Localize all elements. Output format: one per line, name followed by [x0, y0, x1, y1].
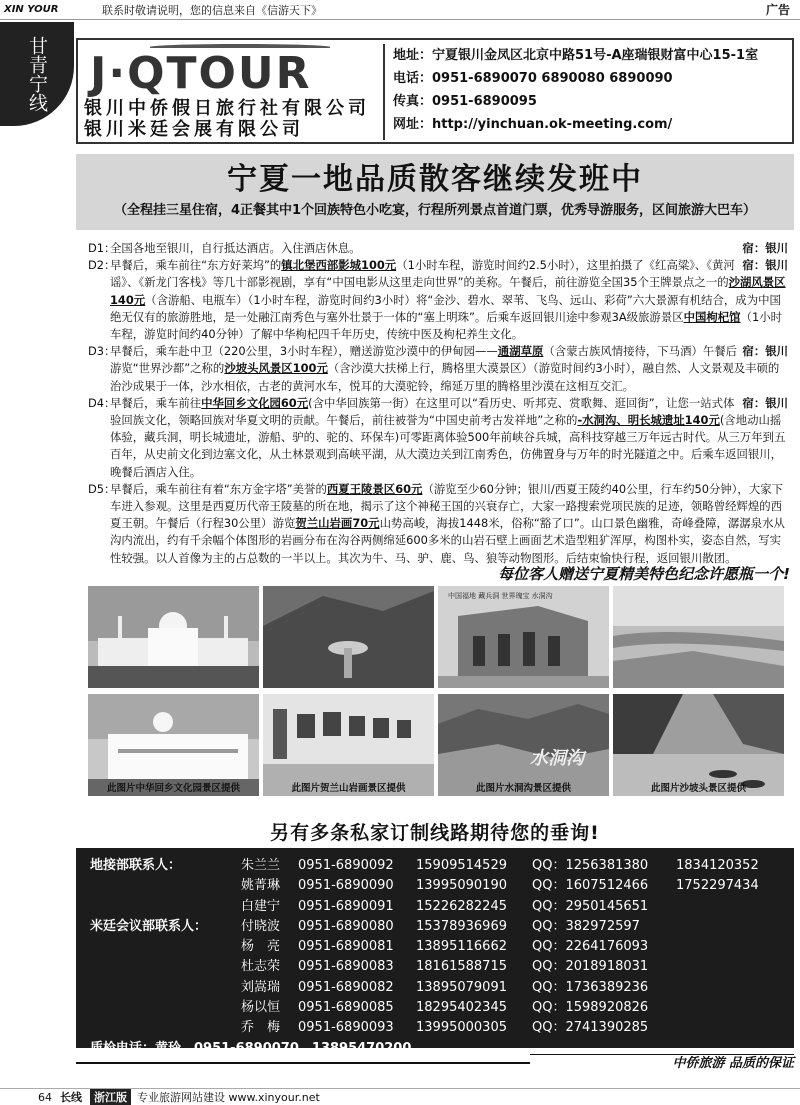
attraction-highlight: 镇北堡西部影城100元 — [281, 258, 397, 273]
company-name-1: 银川中侨假日旅行社有限公司 — [84, 98, 370, 119]
phone-line: 电话：0951-6890070 6890080 6890090 — [393, 71, 673, 86]
photo-caption-2: 此图片贺兰山岩画景区提供 — [291, 783, 406, 794]
magazine-section: 长线 — [60, 1091, 82, 1104]
footer-tagline: 专业旅游网站建设 www.xinyour.net — [137, 1091, 320, 1104]
stay-location: 宿：银川 — [742, 258, 788, 273]
itinerary-text: （游览至少60分钟；银川/西夏王陵约40公里，行车约50分钟），大家下车进入参观。这里是西夏历代帝王陵墓的所在地，揭示了这个神秘王国的兴衰存亡，大家一路搜索党项民族的足迹，领略曾经辉煌的西夏王朝。午餐后（行程30公里）游览 — [110, 481, 783, 531]
gift-notice: 每位客人赠送宁夏精美特色纪念许愿瓶一个! — [498, 565, 790, 583]
itinerary-text: 全国各地至银川，自行抵达酒店。入住酒店休息。 — [110, 241, 361, 255]
contact-row — [76, 917, 794, 937]
photo-canyon — [438, 694, 609, 796]
quality-hotline: 质检电话：黄玲 0951-6890070 13895470200 — [90, 1040, 412, 1056]
itinerary-text: （1小时车程，游览时间约2.5小时），这里拍摄了《红高粱》、《黄河谣》、《新龙门客栈》等几十部影视剧，享有“中国电影从这里走向世界”的美称。午餐后，前往游览全国35个王牌景点之一的 — [110, 258, 735, 290]
contact-extra: 1752297434 — [676, 878, 759, 894]
contact-name: 杜志荣 — [241, 959, 281, 975]
contact-phone: 0951-6890092 — [298, 858, 394, 873]
contact-mobile: 15226282245 — [416, 898, 507, 914]
slogan-rule — [76, 1062, 536, 1064]
itinerary-text: 早餐后，乘车赴中卫（220公里，3小时车程），赠送游览沙漠中的伊甸园—— — [110, 344, 498, 359]
contact-qq: QQ：382972597 — [532, 918, 640, 934]
contact-qq: QQ：2264176093 — [532, 939, 649, 955]
contact-mobile: 13995090190 — [416, 878, 507, 894]
itinerary-text: 早餐后，乘车前往“东方好莱坞”的 — [110, 258, 282, 273]
itinerary-text: (含中华回族第一街）在这里可以“看历史、听邦克、赏歌舞、逛回街”，让您一站式体验回族文化，领略回族对华夏文明的贡献。午餐后，前往被誉为“中国史前考古发祥地”之称的 — [110, 395, 735, 428]
itinerary — [88, 240, 788, 567]
company-name-2: 银川米廷会展有限公司 — [84, 119, 304, 140]
contact-row — [76, 957, 794, 977]
contact-phone: 0951-6890091 — [298, 898, 394, 914]
contact-group: 米廷会议部联系人： — [90, 918, 208, 934]
headline-title: 宁夏一地品质散客继续发班中 — [227, 162, 643, 197]
contact-mobile: 18161588715 — [416, 959, 507, 975]
itinerary-text: 山势高峻，海拔1448米，俗称“豁了口”。山口景色幽雅，奇峰叠障，潺潺泉水从沟内流出，约有千余幅个体图形的岩画分布在沟谷两侧绵延600多米的山岩石壁上画面艺术造型粗犷浑厚，构图朴实，姿态自然，写实性较强。以人首像为主的占总数的一半以上。其次为牛、马、驴、鹿、鸟、狼等动物图形。后结束愉快行程，返回银川散团。 — [110, 516, 785, 565]
itinerary-text: （含沙漠大扶梯上行，腾格里大漠景区）（游览时间约3小时），融自然、人文景观及丰硕的治沙成果于一体，沙水相依，古老的黄河水车，悦耳的大漠驼铃，绵延万里的腾格里沙漠在这相互交汇。 — [110, 361, 780, 393]
itinerary-text: 早餐后，乘车前往有着“东方金字塔”美誉的 — [110, 481, 327, 496]
contact-qq: QQ：1736389236 — [532, 979, 649, 995]
day-label: D5： — [88, 481, 116, 496]
contact-row — [76, 1018, 794, 1038]
attraction-highlight: 沙坡头风景区100元 — [224, 361, 328, 376]
contact-qq: QQ：2741390285 — [532, 1020, 649, 1036]
itinerary-text: （1小时车程，游览时间约40分钟）了解中华枸杞四千年历史，传统中医及枸杞养生文化。 — [110, 309, 782, 342]
top-bar — [0, 0, 800, 20]
attraction-highlight: 中国枸杞馆 — [683, 309, 741, 324]
contact-phone: 0951-6890093 — [298, 1020, 394, 1036]
itinerary-text: （含游船、电瓶车）（1小时车程，游览时间约3小时）将“金沙、碧水、翠苇、飞鸟、远山、彩荷”六大景源有机结合，成为中国绝无仅有的旅游胜地，是一处融江南秀色与塞外壮景于一体的“塞上明珠”。后乘车返回银川途中参观3A级旅游景区 — [110, 292, 781, 324]
contact-group: 地接部联系人： — [90, 858, 182, 873]
attraction-highlight: 贺兰山岩画70元 — [295, 516, 380, 531]
contact-name: 付晓波 — [241, 918, 281, 934]
slogan: 中侨旅游 品质的保证 — [530, 1054, 794, 1073]
edition-badge: 浙江版 — [90, 1089, 131, 1105]
photo-caption-3: 此图片水洞沟景区提供 — [475, 783, 571, 794]
itinerary-text: 早餐后，乘车前往 — [110, 395, 202, 410]
itinerary-day — [88, 481, 788, 567]
attraction-highlight: 西夏王陵景区60元 — [326, 481, 423, 496]
contact-name: 杨 亮 — [241, 939, 281, 955]
contact-row — [76, 876, 794, 896]
photo-mosque-day — [88, 586, 259, 688]
contact-row — [76, 937, 794, 957]
photo-rock-carving — [263, 586, 434, 688]
brand-block — [84, 44, 380, 142]
contact-qq: QQ：1607512466 — [532, 878, 649, 894]
photo-fortress — [438, 586, 609, 688]
itinerary-day — [88, 257, 788, 343]
magazine-logo: XIN YOUR — [4, 4, 59, 15]
contact-row — [76, 897, 794, 917]
photo-caption-4: 此图片沙坡头景区提供 — [650, 783, 746, 794]
contact-mobile: 18295402345 — [416, 1000, 507, 1016]
contact-name: 杨以恒 — [241, 1000, 281, 1016]
itinerary-text: （含蒙古族风情接待，下马酒）午餐后游览“世界沙都”之称的 — [110, 344, 738, 376]
website-line: 网址：http://yinchuan.ok-meeting.com/ — [393, 117, 673, 132]
contact-row — [76, 856, 794, 876]
contact-phone: 0951-6890082 — [298, 979, 394, 995]
photo-caption-1: 此图片中华回乡文化园景区提供 — [106, 783, 240, 794]
page-number: 64 — [38, 1090, 52, 1104]
contact-name: 朱兰兰 — [241, 858, 281, 873]
brand-logo — [84, 44, 380, 98]
top-notice: 联系时敬请说明，您的信息来自《信游天下》 — [102, 3, 322, 17]
contact-phone: 0951-6890081 — [298, 939, 394, 955]
contact-qq: QQ：1256381380 — [532, 858, 649, 873]
contact-mobile: 15378936969 — [416, 918, 507, 934]
address-line: 地址：宁夏银川金凤区北京中路51号-A座瑞银财富中心15-1室 — [393, 48, 759, 63]
photo-mosque-white — [88, 694, 259, 796]
contact-name: 乔 梅 — [241, 1020, 281, 1036]
stay-location: 宿：银川 — [742, 241, 788, 255]
fax-line: 传真：0951-6890095 — [393, 94, 537, 109]
contact-phone: 0951-6890085 — [298, 1000, 394, 1016]
contact-mobile: 13995000305 — [416, 1020, 507, 1036]
contact-row — [76, 978, 794, 998]
contact-qq: QQ：2018918031 — [532, 959, 649, 975]
section-tab: 甘青宁线 — [0, 22, 74, 126]
stay-location: 宿：银川 — [742, 395, 788, 410]
itinerary-day — [88, 395, 788, 481]
contact-mobile: 13895116662 — [416, 939, 507, 955]
attraction-highlight: -水洞沟、明长城遗址140元 — [577, 413, 720, 428]
photo-gallery-hall — [263, 694, 434, 796]
itinerary-day — [88, 240, 788, 257]
contact-info — [383, 44, 791, 140]
attraction-highlight: 沙湖风景区140元 — [110, 275, 786, 307]
contact-phone: 0951-6890080 — [298, 918, 394, 934]
itinerary-day — [88, 343, 788, 395]
stay-location: 宿：银川 — [742, 344, 788, 359]
photo-overlay-text: 中国福地 藏兵洞 世界瑰宝 水洞沟 — [448, 592, 553, 600]
itinerary-text: (含地动山摇体验，藏兵洞，明长城遗址，游船、驴的、驼的、环保车)可零距离体验500年前峡谷兵城，高科技穿越三万年远古时代。从三万年到五百年，从史前文化到边塞文化，从土林景观到高峡平湖，从大漠边关到江南秀色，仿佛置身与万年的时光隧道之中。后乘车返回银川，晚餐后酒店入住。 — [110, 413, 786, 479]
headline-banner — [76, 154, 794, 230]
photo-watermark: 水洞沟 — [530, 748, 584, 769]
day-label: D3： — [88, 344, 116, 359]
contact-mobile: 15909514529 — [416, 858, 507, 873]
footer — [0, 1088, 800, 1105]
more-routes: 另有多条私家订制线路期待您的垂询! — [270, 822, 600, 844]
photo-rafting — [613, 694, 784, 796]
contact-mobile: 13895079091 — [416, 979, 507, 995]
attraction-highlight: 通湖草原 — [497, 344, 544, 359]
ad-label: 广告 — [765, 3, 790, 17]
day-label: D1： — [88, 241, 116, 255]
photo-desert-river — [613, 586, 784, 688]
contact-name: 白建宁 — [241, 898, 281, 914]
attraction-highlight: 中华回乡文化园60元 — [201, 395, 309, 410]
brand-mark-text: J·QTOUR — [90, 48, 312, 99]
headline-subtitle: （全程挂三星住宿，4正餐其中1个回族特色小吃宴，行程所列景点首道门票，优秀导游服务，区间旅游大巴车） — [113, 203, 757, 218]
contact-phone: 0951-6890090 — [298, 878, 394, 894]
day-label: D4： — [88, 395, 116, 410]
contact-row — [76, 998, 794, 1018]
contact-qq: QQ：1598920826 — [532, 1000, 649, 1016]
contact-phone: 0951-6890083 — [298, 959, 394, 975]
day-label: D2： — [88, 258, 116, 273]
contact-extra: 1834120352 — [676, 858, 759, 873]
contacts-panel — [76, 848, 794, 1056]
contact-name: 姚菁琳 — [241, 878, 281, 894]
photo-gallery — [88, 586, 784, 798]
contact-name: 刘嵩瑞 — [241, 979, 281, 995]
contact-qq: QQ：2950145651 — [532, 898, 649, 914]
